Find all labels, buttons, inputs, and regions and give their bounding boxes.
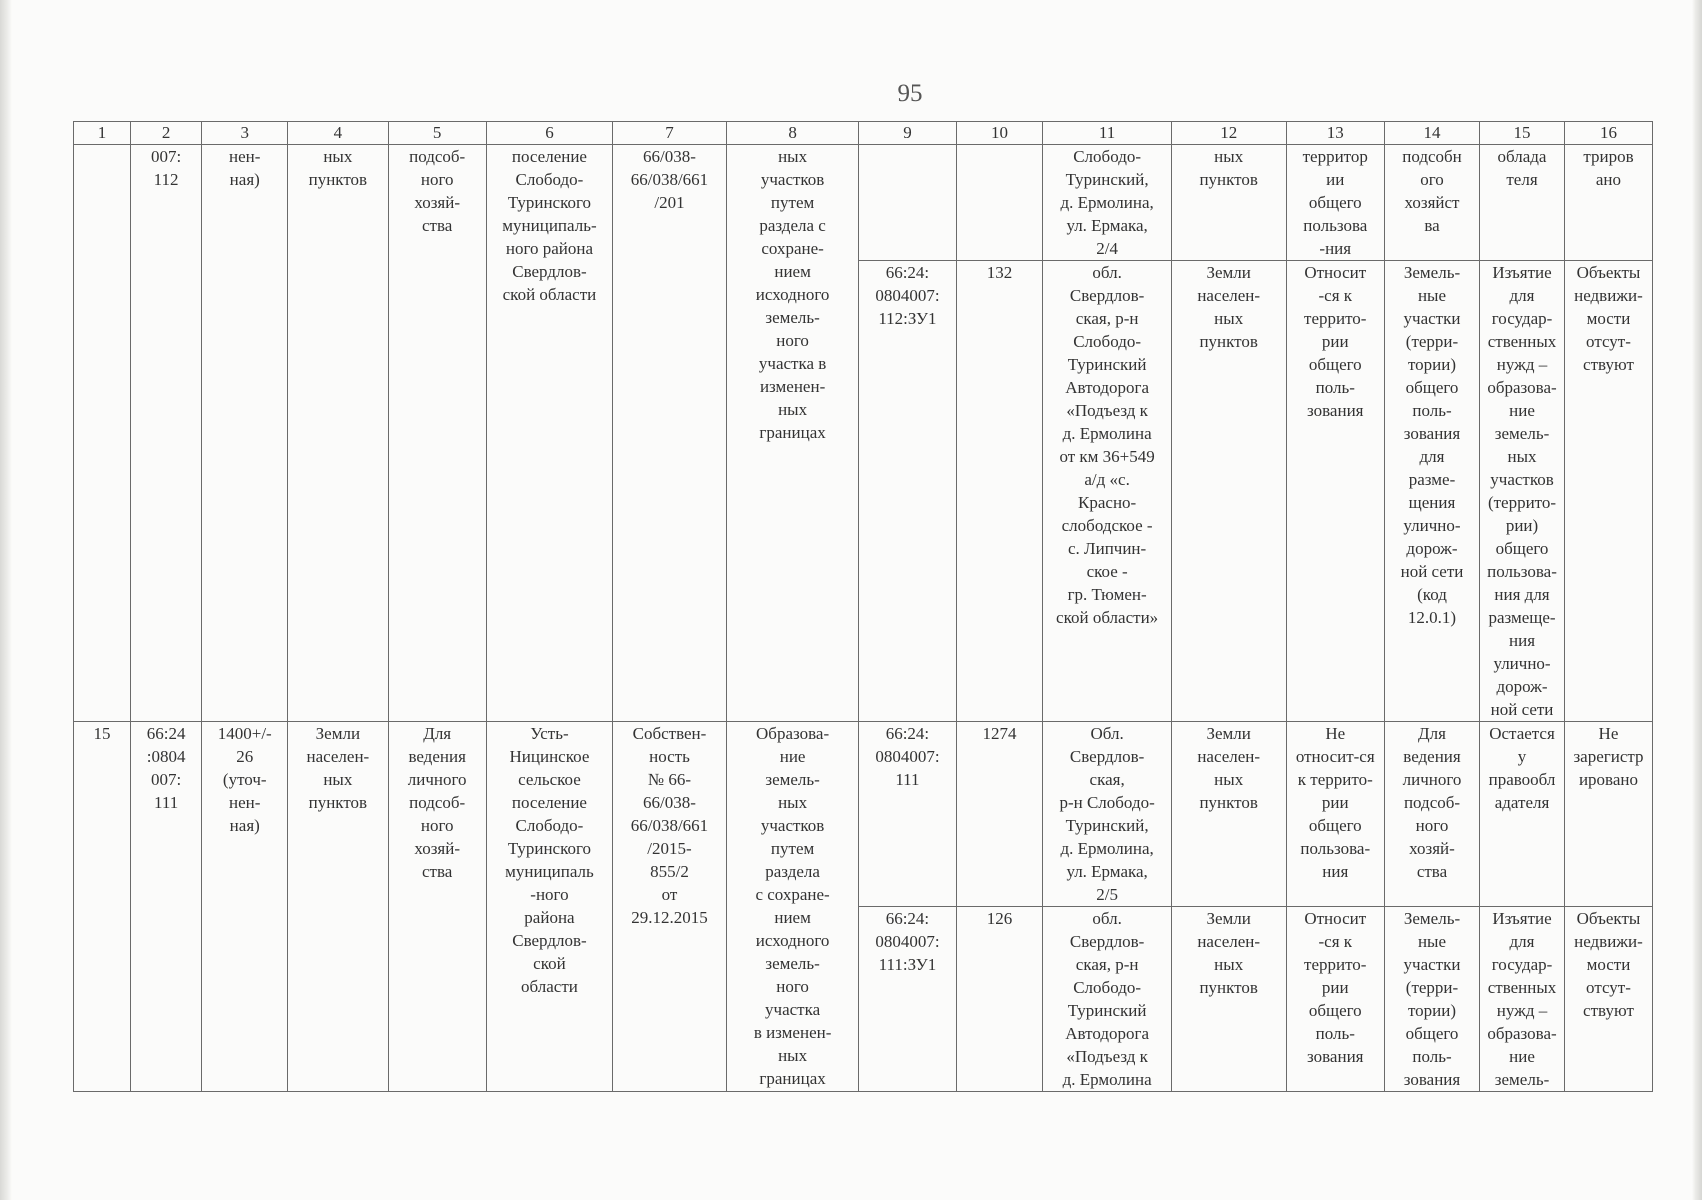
column-number: 2 (130, 122, 201, 145)
category-cell: ных пунктов (1171, 145, 1286, 261)
use-type-cell: Земель- ные участки (терри- тории) общего поль- зования для разме- щения улично- дорож- ной сети (код 12.0.1) (1384, 261, 1479, 722)
address-cell: обл. Свердлов- ская, р-н Слободо- Туринский Автодорога «Подъезд к д. Ермолина от км 36+549 а/д «с. Красно- слободское - с. Липчин- ское - гр. Тюмен- ской области» (1043, 261, 1171, 722)
address-cell: Слободо- Туринский, д. Ермолина, ул. Ермака, 2/4 (1043, 145, 1171, 261)
table-row (74, 722, 1653, 907)
column-number: 12 (1171, 122, 1286, 145)
owner-cell: Остается у правообл адателя (1480, 722, 1565, 907)
area-cell: нен- ная) (202, 145, 288, 722)
new-cadastral-cell: 66:24: 0804007: 111 (859, 722, 956, 907)
table-row (74, 145, 1653, 261)
new-cadastral-cell: 66:24: 0804007: 111:ЗУ1 (859, 907, 956, 1092)
use-type-cell: Для ведения личного подсоб- ного хозяй- ства (1384, 722, 1479, 907)
new-area-cell: 1274 (956, 722, 1043, 907)
column-number: 10 (956, 122, 1043, 145)
column-number: 16 (1564, 122, 1652, 145)
owner-cell: Изъятие для государ- ственных нужд – образова- ние земель- (1480, 907, 1565, 1092)
column-number: 7 (613, 122, 727, 145)
address-cell: обл. Свердлов- ская, р-н Слободо- Туринский Автодорога «Подъезд к д. Ермолина (1043, 907, 1171, 1092)
formation-method-cell: Образова- ние земель- ных участков путем раздела с сохране- нием исходного земель- ного участка в изменен- ных границах (726, 722, 858, 1092)
column-number: 8 (726, 122, 858, 145)
column-number: 13 (1286, 122, 1384, 145)
cadastral-number-cell: 66:24 :0804 007: 111 (130, 722, 201, 1092)
use-type-cell: подсобн ого хозяйст ва (1384, 145, 1479, 261)
formation-method-cell: ных участков путем раздела с сохране- нием исходного земель- ного участка в изменен- ных границах (726, 145, 858, 722)
column-number: 14 (1384, 122, 1479, 145)
column-number: 5 (388, 122, 486, 145)
column-number: 3 (202, 122, 288, 145)
public-use-cell: территор ии общего пользова -ния (1286, 145, 1384, 261)
land-category-cell: ных пунктов (288, 145, 388, 722)
land-category-cell: Земли населен- ных пунктов (288, 722, 388, 1092)
category-cell: Земли населен- ных пунктов (1171, 261, 1286, 722)
registration-cell: Объекты недвижи- мости отсут- ствуют (1564, 261, 1652, 722)
column-number: 9 (859, 122, 956, 145)
column-number: 15 (1480, 122, 1565, 145)
new-cadastral-cell: 66:24: 0804007: 112:ЗУ1 (859, 261, 956, 722)
new-area-cell (956, 145, 1043, 261)
scan-edge-left (0, 0, 12, 1200)
new-cadastral-cell (859, 145, 956, 261)
address-cell: Обл. Свердлов- ская, р-н Слободо- Туринский, д. Ермолина, ул. Ермака, 2/5 (1043, 722, 1171, 907)
owner-cell: облада теля (1480, 145, 1565, 261)
land-plots-table (73, 121, 1653, 1092)
owner-cell: Изъятие для государ- ственных нужд – образова- ние земель- ных участков (террито- рии) общего пользова- ния для размеще- ния улично- дорож- ной сети (1480, 261, 1565, 722)
rights-cell: 66/038- 66/038/661 /201 (613, 145, 727, 722)
scan-edge-right (1692, 0, 1702, 1200)
column-number: 4 (288, 122, 388, 145)
column-number-row (74, 122, 1653, 145)
rights-cell: Собствен- ность № 66- 66/038- 66/038/661 /2015- 855/2 от 29.12.2015 (613, 722, 727, 1092)
category-cell: Земли населен- ных пунктов (1171, 722, 1286, 907)
record-number-cell (74, 145, 131, 722)
use-type-cell: Земель- ные участки (терри- тории) общего поль- зования (1384, 907, 1479, 1092)
page-number: 95 (897, 80, 923, 107)
location-cell: Усть- Ницинское сельское поселение Слободо- Туринского муниципаль -ного района Свердлов- ской области (486, 722, 612, 1092)
permitted-use-cell: подсоб- ного хозяй- ства (388, 145, 486, 722)
registration-cell: триров ано (1564, 145, 1652, 261)
column-number: 6 (486, 122, 612, 145)
public-use-cell: Не относит-ся к террито- рии общего пользова- ния (1286, 722, 1384, 907)
column-number: 11 (1043, 122, 1171, 145)
permitted-use-cell: Для ведения личного подсоб- ного хозяй- ства (388, 722, 486, 1092)
public-use-cell: Относит -ся к террито- рии общего поль- зования (1286, 907, 1384, 1092)
registration-cell: Объекты недвижи- мости отсут- ствуют (1564, 907, 1652, 1092)
registration-cell: Не зарегистр ировано (1564, 722, 1652, 907)
category-cell: Земли населен- ных пунктов (1171, 907, 1286, 1092)
location-cell: поселение Слободо- Туринского муниципаль- ного района Свердлов- ской области (486, 145, 612, 722)
new-area-cell: 126 (956, 907, 1043, 1092)
cadastral-number-cell: 007: 112 (130, 145, 201, 722)
record-number-cell: 15 (74, 722, 131, 1092)
column-number: 1 (74, 122, 131, 145)
public-use-cell: Относит -ся к террито- рии общего поль- зования (1286, 261, 1384, 722)
new-area-cell: 132 (956, 261, 1043, 722)
area-cell: 1400+/- 26 (уточ- нен- ная) (202, 722, 288, 1092)
